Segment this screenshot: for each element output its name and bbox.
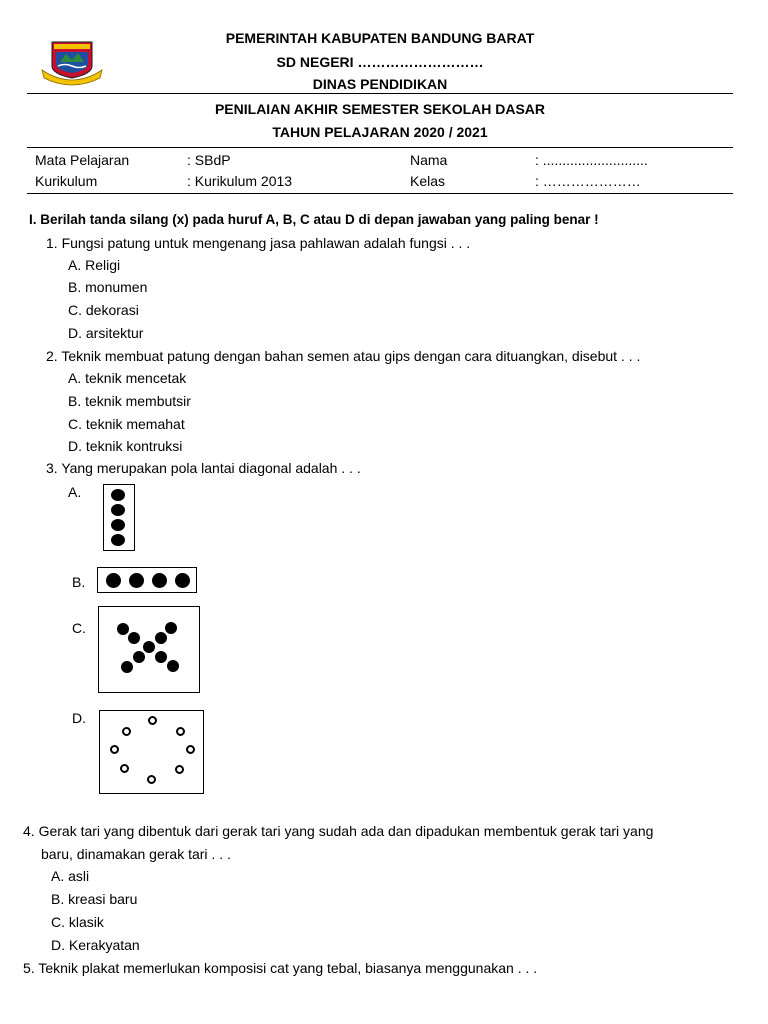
q3-figure-b-horizontal-line (97, 567, 197, 593)
dancer-dot (121, 661, 133, 673)
q3-figure-c-diagonal-pattern (98, 606, 200, 693)
q4-option-d: D. Kerakyatan (51, 937, 140, 953)
dancer-dot (128, 632, 140, 644)
q2-option-c: C. teknik memahat (68, 416, 185, 432)
dancer-ring (122, 727, 131, 736)
q3-option-b: B. (72, 574, 86, 590)
header-rule (27, 93, 733, 94)
subject-value: : SBdP (187, 152, 231, 168)
dancer-ring (148, 716, 157, 725)
dancer-dot (167, 660, 179, 672)
q3-option-c: C. (72, 620, 86, 636)
name-label: Nama (410, 152, 448, 168)
q1-option-d: D. arsitektur (68, 325, 144, 341)
dancer-dot (106, 573, 121, 588)
dancer-dot (117, 623, 129, 635)
q3-option-d: D. (72, 710, 86, 726)
q3-figure-a-vertical-line (103, 484, 135, 551)
dancer-dot (111, 504, 125, 516)
q3-figure-d-circle-pattern (99, 710, 204, 794)
info-bottom-rule (27, 193, 733, 194)
q1-option-a: A. Religi (68, 257, 121, 273)
q4-option-b: B. kreasi baru (51, 891, 138, 907)
name-value: : ........................... (535, 152, 648, 168)
section-instruction: I. Berilah tanda silang (x) pada huruf A, B, C atau D di depan jawaban yang paling benar ! (29, 212, 599, 227)
dancer-dot (129, 573, 144, 588)
class-label: Kelas (410, 173, 446, 189)
header-department: DINAS PENDIDIKAN (312, 76, 448, 92)
curriculum-label: Kurikulum (35, 173, 98, 189)
q4-option-c: C. klasik (51, 914, 104, 930)
question-4-continued: baru, dinamakan gerak tari . . . (41, 846, 231, 862)
curriculum-value: : Kurikulum 2013 (187, 173, 293, 189)
question-5: 5. Teknik plakat memerlukan komposisi cat yang tebal, biasanya menggunakan . . . (23, 960, 538, 976)
dancer-dot (111, 489, 125, 501)
q3-option-a: A. (68, 484, 82, 500)
subject-label: Mata Pelajaran (35, 152, 130, 168)
q2-option-b: B. teknik membutsir (68, 393, 191, 409)
dancer-ring (175, 765, 184, 774)
question-4: 4. Gerak tari yang dibentuk dari gerak tari yang sudah ada dan dipadukan membentuk gerak tari yang (23, 823, 654, 839)
dancer-ring (110, 745, 119, 754)
dancer-ring (120, 764, 129, 773)
dancer-dot (175, 573, 190, 588)
dancer-ring (176, 727, 185, 736)
question-2: 2. Teknik membuat patung dengan bahan semen atau gips dengan cara dituangkan, disebut . . . (46, 348, 641, 364)
exam-title: PENILAIAN AKHIR SEMESTER SEKOLAH DASAR (214, 101, 546, 117)
dancer-ring (186, 745, 195, 754)
class-value: : ………………… (535, 173, 641, 189)
q1-option-c: C. dekorasi (68, 302, 139, 318)
info-top-rule (27, 147, 733, 148)
question-1: 1. Fungsi patung untuk mengenang jasa pahlawan adalah fungsi . . . (46, 235, 471, 251)
q1-option-b: B. monumen (68, 279, 148, 295)
dancer-dot (155, 632, 167, 644)
header-school: SD NEGERI ……………………… (276, 54, 484, 70)
question-3: 3. Yang merupakan pola lantai diagonal adalah . . . (46, 460, 361, 476)
dancer-ring (147, 775, 156, 784)
q2-option-d: D. teknik kontruksi (68, 438, 183, 454)
dancer-dot (143, 641, 155, 653)
header-government: PEMERINTAH KABUPATEN BANDUNG BARAT (225, 30, 535, 46)
dancer-dot (133, 651, 145, 663)
dancer-dot (152, 573, 167, 588)
q2-option-a: A. teknik mencetak (68, 370, 187, 386)
dancer-dot (111, 519, 125, 531)
dancer-dot (111, 534, 125, 546)
q4-option-a: A. asli (51, 868, 90, 884)
academic-year: TAHUN PELAJARAN 2020 / 2021 (272, 124, 488, 140)
dancer-dot (165, 622, 177, 634)
dancer-dot (155, 651, 167, 663)
